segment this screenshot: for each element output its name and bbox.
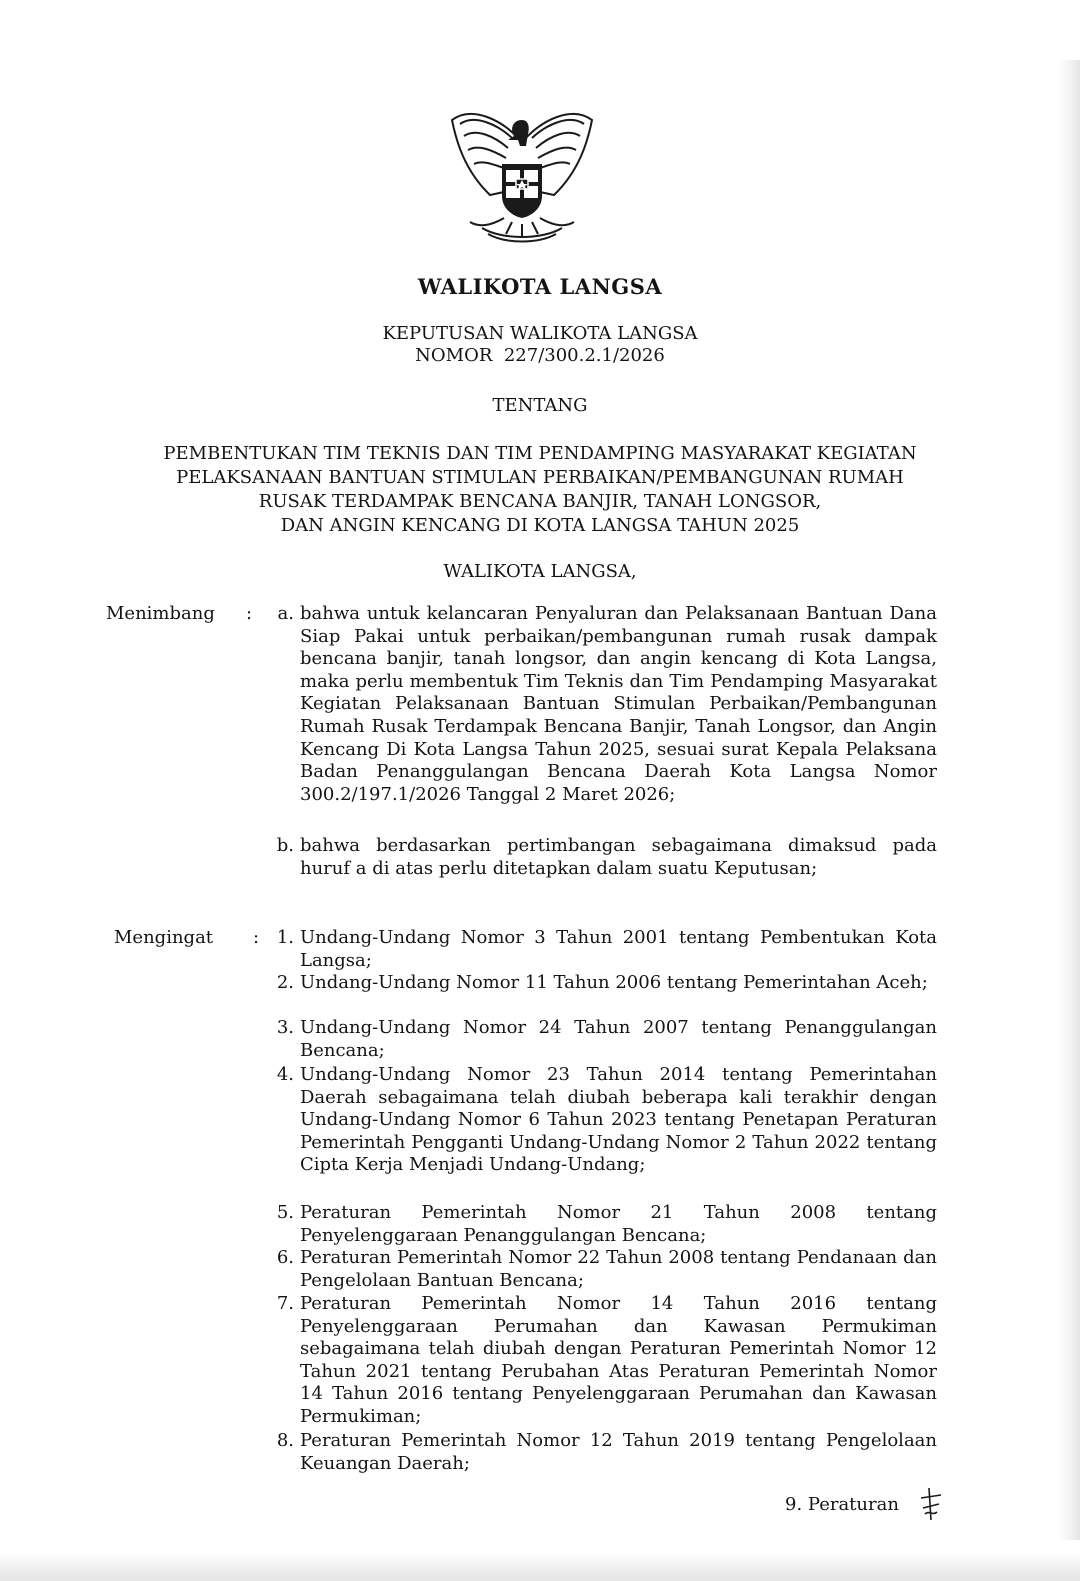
mengingat-item-4: Undang-Undang Nomor 23 Tahun 2014 tentang Pemerintahan Daerah sebagaimana telah diubah beberapa kali terakhir dengan Undang-Undang Nomor 6 Tahun 2023 tentang Penetapan Peraturan Pemerintah Pengganti Undang-Undang Nomor 2 Tahun 2022 tentang Cipta Kerja Menjadi Undang-Undang; xyxy=(300,1064,937,1176)
issuer-line: WALIKOTA LANGSA, xyxy=(443,561,637,582)
mengingat-item-8: Peraturan Pemerintah Nomor 12 Tahun 2019 tentang Pengelolaan Keuangan Daerah; xyxy=(300,1430,937,1474)
about-label: TENTANG xyxy=(492,395,588,416)
decree-number: NOMOR 227/300.2.1/2026 xyxy=(415,345,665,366)
mengingat-marker-3: 3. xyxy=(276,1017,294,1038)
title-line: PELAKSANAAN BANTUAN STIMULAN PERBAIKAN/PEMBANGUNAN RUMAH xyxy=(176,467,904,488)
page-bottom-edge xyxy=(0,1551,1080,1581)
mengingat-item-3: Undang-Undang Nomor 24 Tahun 2007 tentang Penanggulangan Bencana; xyxy=(300,1017,937,1061)
menimbang-label: Menimbang xyxy=(106,603,215,624)
mengingat-colon: : xyxy=(253,927,260,948)
menimbang-marker-a: a. xyxy=(277,603,294,624)
mengingat-item-5: Peraturan Pemerintah Nomor 21 Tahun 2008 tentang Penyelenggaraan Penanggulangan Bencana; xyxy=(300,1202,937,1246)
mengingat-marker-5: 5. xyxy=(276,1202,294,1223)
menimbang-colon: : xyxy=(246,603,253,624)
garuda-emblem-icon xyxy=(442,100,602,250)
mengingat-marker-8: 8. xyxy=(276,1430,294,1451)
mengingat-marker-6: 6. xyxy=(276,1247,294,1268)
decree-header xyxy=(0,323,1080,367)
title-line: DAN ANGIN KENCANG DI KOTA LANGSA TAHUN 2025 xyxy=(280,515,800,536)
menimbang-marker-b: b. xyxy=(276,835,294,856)
title-line: PEMBENTUKAN TIM TEKNIS DAN TIM PENDAMPING MASYARAKAT KEGIATAN xyxy=(163,443,917,464)
mengingat-marker-2: 2. xyxy=(276,972,294,993)
continuation-text: 9. Peraturan xyxy=(785,1494,899,1515)
title-line: RUSAK TERDAMPAK BENCANA BANJIR, TANAH LONGSOR, xyxy=(258,491,822,512)
decree-type: KEPUTUSAN WALIKOTA LANGSA xyxy=(382,323,698,344)
mengingat-marker-4: 4. xyxy=(276,1064,294,1085)
menimbang-item-b: bahwa berdasarkan pertimbangan sebagaimana dimaksud pada huruf a di atas perlu ditetapkan dalam suatu Keputusan; xyxy=(300,835,937,879)
decree-title xyxy=(0,442,1080,538)
authority-heading: WALIKOTA LANGSA xyxy=(417,274,663,299)
mengingat-item-1: Undang-Undang Nomor 3 Tahun 2001 tentang Pembentukan Kota Langsa; xyxy=(300,927,937,971)
mengingat-marker-1: 1. xyxy=(276,927,294,948)
mengingat-item-2: Undang-Undang Nomor 11 Tahun 2006 tentang Pemerintahan Aceh; xyxy=(300,972,928,993)
mengingat-label: Mengingat xyxy=(114,927,214,948)
initial-mark-icon xyxy=(915,1486,945,1522)
menimbang-item-a: bahwa untuk kelancaran Penyaluran dan Pelaksanaan Bantuan Dana Siap Pakai untuk perbaikan/pembangunan rumah rusak dampak bencana banjir, tanah longsor, dan angin kencang di Kota Langsa, maka perlu membentuk Tim Teknis dan Tim Pendamping Masyarakat Kegiatan Pelaksanaan Bantuan Stimulan Perbaikan/Pembangunan Rumah Rusak Terdampak Bencana Banjir, Tanah Longsor, dan Angin Kencang Di Kota Langsa Tahun 2025, sesuai surat Kepala Pelaksana Badan Penanggulangan Bencana Daerah Kota Langsa Nomor 300.2/197.1/2026 Tanggal 2 Maret 2026; xyxy=(300,603,937,805)
mengingat-item-6: Peraturan Pemerintah Nomor 22 Tahun 2008 tentang Pendanaan dan Pengelolaan Bantuan Bencana; xyxy=(300,1247,937,1291)
mengingat-marker-7: 7. xyxy=(276,1293,294,1314)
mengingat-item-7: Peraturan Pemerintah Nomor 14 Tahun 2016 tentang Penyelenggaraan Perumahan dan Kawasan Permukiman sebagaimana telah diubah dengan Peraturan Pemerintah Nomor 12 Tahun 2021 tentang Perubahan Atas Peraturan Pemerintah Nomor 14 Tahun 2016 tentang Penyelenggaraan Perumahan dan Kawasan Permukiman; xyxy=(300,1293,937,1427)
